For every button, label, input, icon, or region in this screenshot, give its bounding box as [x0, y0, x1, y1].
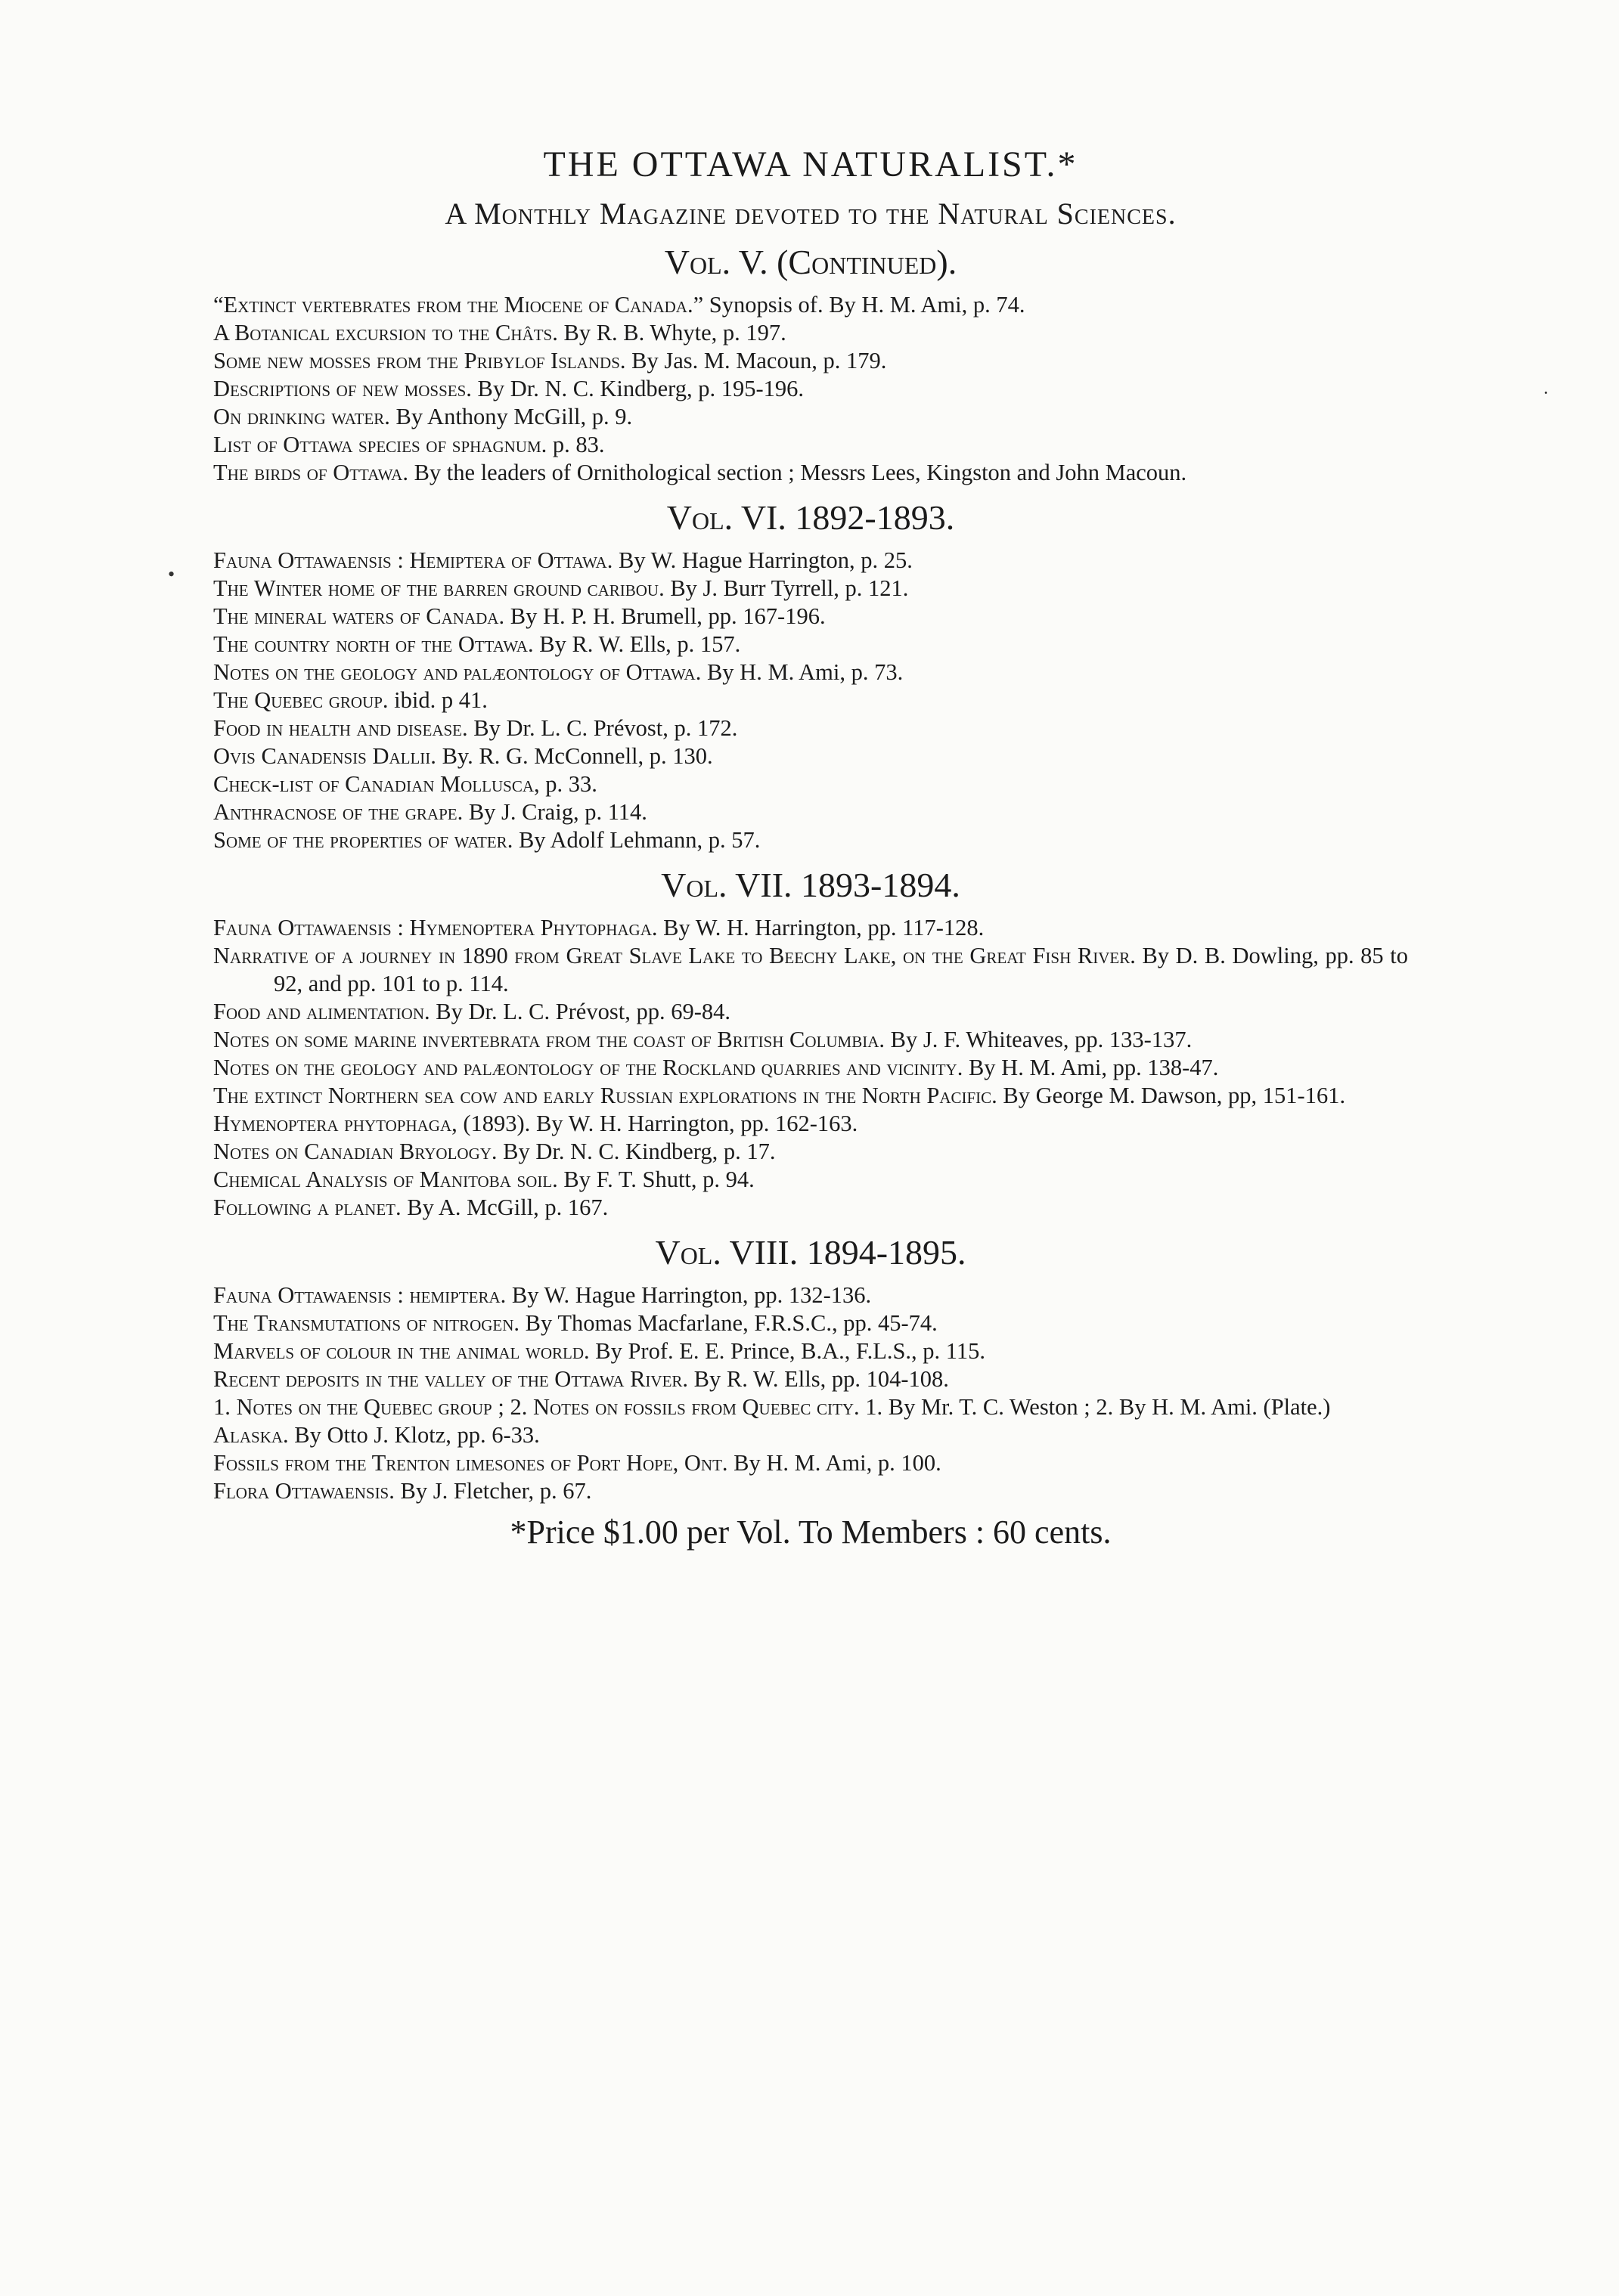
index-entry [213, 998, 1408, 1026]
entry-title: The Transmutations of nitrogen. [213, 1310, 520, 1336]
entry-title: The birds of Ottawa. [213, 460, 408, 485]
page-content [213, 144, 1408, 1551]
index-entry [213, 826, 1408, 854]
index-entry [213, 1477, 1408, 1505]
entry-title: Narrative of a journey in 1890 from Great Slave Lake to Beechy Lake, on the Great Fish River. [213, 943, 1136, 968]
volume-heading: Vol. VII. 1893-1894. [661, 866, 960, 904]
entry-author-page: By H. P. H. Brumell, pp. 167-196. [504, 603, 826, 629]
index-entry [213, 291, 1408, 319]
index-entry [213, 1365, 1408, 1393]
entry-title: Anthracnose of the grape. [213, 799, 464, 825]
volume-heading: Vol. V. (Continued). [664, 243, 957, 281]
index-entry [213, 319, 1408, 347]
entry-author-page: By. R. G. McConnell, p. 130. [436, 743, 713, 769]
entry-title: Ovis Canadensis Dallii. [213, 743, 436, 769]
entry-author-page: p. 83. [547, 432, 605, 457]
index-entry [213, 914, 1408, 942]
entry-author-page: By Dr. N. C. Kindberg, p. 195-196. [471, 376, 805, 401]
entry-author-page: By H. M. Ami, p. 73. [701, 659, 904, 685]
entry-author-page: By J. Fletcher, p. 67. [394, 1478, 592, 1504]
entry-title: Flora Ottawaensis. [213, 1478, 395, 1504]
entry-author-page: By Anthony McGill, p. 9. [389, 404, 633, 429]
entry-author-page: ibid. p 41. [388, 687, 488, 713]
entry-author-page: By W. Hague Harrington, p. 25. [613, 547, 913, 573]
entry-title: 1. Notes on the Quebec group ; 2. Notes on fossils from Quebec city. [213, 1394, 860, 1420]
index-entry [213, 686, 1408, 714]
entry-author-page: By J. Craig, p. 114. [463, 799, 647, 825]
entry-title: Food and alimentation. [213, 999, 430, 1024]
volume-heading: Vol. VIII. 1894-1895. [655, 1233, 966, 1272]
entry-title: The extinct Northern sea cow and early Russian explorations in the North Pacific. [213, 1083, 997, 1108]
entry-title: “Extinct vertebrates from the Miocene of Canada.” [213, 292, 704, 318]
entry-title: On drinking water. [213, 404, 390, 429]
entry-title: Chemical Analysis of Manitoba soil. [213, 1167, 558, 1192]
entry-author-page: By Jas. M. Macoun, p. 179. [625, 348, 887, 373]
entry-title: A Botanical excursion to the Châts. [213, 320, 558, 345]
entry-title: Alaska. [213, 1422, 289, 1448]
entry-title: Fauna Ottawaensis : Hymenoptera Phytophaga. [213, 915, 658, 940]
entry-author-page: By D. B. Dowling, pp. 85 to 92, and pp. 101 to p. 114. [274, 943, 1409, 996]
entry-author-page: By Dr. N. C. Kindberg, p. 17. [497, 1139, 776, 1164]
entry-title: The mineral waters of Canada. [213, 603, 505, 629]
entry-title: Marvels of colour in the animal world. [213, 1338, 590, 1364]
index-entry [213, 1026, 1408, 1054]
entry-author-page: By J. Burr Tyrrell, p. 121. [664, 575, 909, 601]
entry-author-page: By J. F. Whiteaves, pp. 133-137. [885, 1027, 1193, 1052]
index-entry [213, 1421, 1408, 1449]
index-entry [213, 431, 1408, 459]
entry-title: Check-list of Canadian Mollusca, [213, 771, 540, 797]
margin-bullet: • [168, 563, 175, 585]
entry-author-page: By A. McGill, p. 167. [401, 1194, 609, 1220]
entry-title: Fossils from the Trenton limesones of Port Hope, Ont. [213, 1450, 728, 1476]
page-title: THE OTTAWA NATURALIST.* [543, 144, 1078, 184]
index-entry [213, 1393, 1408, 1421]
entry-title: Notes on the geology and palæontology of Ottawa. [213, 659, 702, 685]
index-entry [213, 1309, 1408, 1337]
index-entry [213, 375, 1408, 403]
index-entry [213, 658, 1408, 686]
index-entry [213, 798, 1408, 826]
entry-title: Notes on the geology and palæontology of the Rockland quarries and vicinity. [213, 1055, 963, 1080]
index-entry [213, 547, 1408, 575]
entry-title: Some new mosses from the Pribylof Islands. [213, 348, 626, 373]
entry-title: The country north of the Ottawa. [213, 631, 534, 657]
entry-title: List of Ottawa species of sphagnum. [213, 432, 547, 457]
index-entry [213, 1138, 1408, 1166]
index-entry [213, 1449, 1408, 1477]
index-entry [213, 1281, 1408, 1309]
entry-author-page: By Otto J. Klotz, pp. 6-33. [288, 1422, 540, 1448]
entry-author-page: Synopsis of. By H. M. Ami, p. 74. [703, 292, 1025, 318]
index-entry [213, 403, 1408, 431]
index-entry [213, 1166, 1408, 1194]
entry-title: Notes on Canadian Bryology. [213, 1139, 498, 1164]
index-entry [213, 1082, 1408, 1110]
price-note: *Price $1.00 per Vol. To Members : 60 cents. [510, 1514, 1112, 1551]
entry-title: Following a planet. [213, 1194, 402, 1220]
volume-sections [213, 242, 1408, 1505]
entry-author-page: By Adolf Lehmann, p. 57. [513, 827, 761, 853]
entry-author-page: By W. Hague Harrington, pp. 132-136. [506, 1282, 872, 1308]
entry-author-page: By H. M. Ami, p. 100. [727, 1450, 941, 1476]
entry-title: The Quebec group. [213, 687, 389, 713]
entry-author-page: p. 33. [539, 771, 597, 797]
entry-title: Fauna Ottawaensis : Hemiptera of Ottawa. [213, 547, 613, 573]
entry-title: Fauna Ottawaensis : hemiptera. [213, 1282, 507, 1308]
entry-author-page: 1. By Mr. T. C. Weston ; 2. By H. M. Ami. (Plate.) [859, 1394, 1331, 1420]
index-entry [213, 714, 1408, 742]
index-entry [213, 1194, 1408, 1222]
entry-title: Hymenoptera phytophaga, (1893). [213, 1111, 531, 1136]
entry-author-page: By R. B. Whyte, p. 197. [557, 320, 786, 345]
index-entry [213, 1110, 1408, 1138]
entry-title: Recent deposits in the valley of the Ottawa River. [213, 1366, 689, 1392]
entry-author-page: By Dr. L. C. Prévost, p. 172. [467, 715, 738, 741]
index-entry [213, 575, 1408, 603]
entry-title: Some of the properties of water. [213, 827, 513, 853]
entry-author-page: By R. W. Ells, p. 157. [533, 631, 741, 657]
index-entry [213, 742, 1408, 770]
entry-author-page: By F. T. Shutt, p. 94. [557, 1167, 755, 1192]
entry-title: Descriptions of new mosses. [213, 376, 472, 401]
entry-author-page: By Prof. E. E. Prince, B.A., F.L.S., p. 115. [589, 1338, 986, 1364]
index-entry [213, 1054, 1408, 1082]
entry-author-page: By W. H. Harrington, pp. 162-163. [530, 1111, 858, 1136]
speck-mark: · [1543, 382, 1549, 404]
entry-author-page: By Dr. L. C. Prévost, pp. 69-84. [430, 999, 730, 1024]
entry-author-page: By Thomas Macfarlane, F.R.S.C., pp. 45-74. [520, 1310, 938, 1336]
index-entry [213, 1337, 1408, 1365]
page-subtitle: A Monthly Magazine devoted to the Natural Sciences. [445, 197, 1177, 231]
index-entry [213, 631, 1408, 658]
volume-heading: Vol. VI. 1892-1893. [666, 498, 955, 537]
index-entry [213, 770, 1408, 798]
entry-title: Food in health and disease. [213, 715, 468, 741]
index-entry [213, 603, 1408, 631]
entry-author-page: By W. H. Harrington, pp. 117-128. [657, 915, 985, 940]
index-entry [213, 459, 1408, 487]
entry-author-page: By H. M. Ami, pp. 138-47. [963, 1055, 1219, 1080]
entry-title: Notes on some marine invertebrata from the coast of British Columbia. [213, 1027, 885, 1052]
entry-title: The Winter home of the barren ground caribou. [213, 575, 665, 601]
index-entry [213, 347, 1408, 375]
entry-author-page: By George M. Dawson, pp, 151-161. [997, 1083, 1346, 1108]
entry-author-page: By R. W. Ells, pp. 104-108. [688, 1366, 949, 1392]
index-entry [213, 942, 1408, 998]
entry-author-page: By the leaders of Ornithological section ; Messrs Lees, Kingston and John Macoun. [408, 460, 1187, 485]
